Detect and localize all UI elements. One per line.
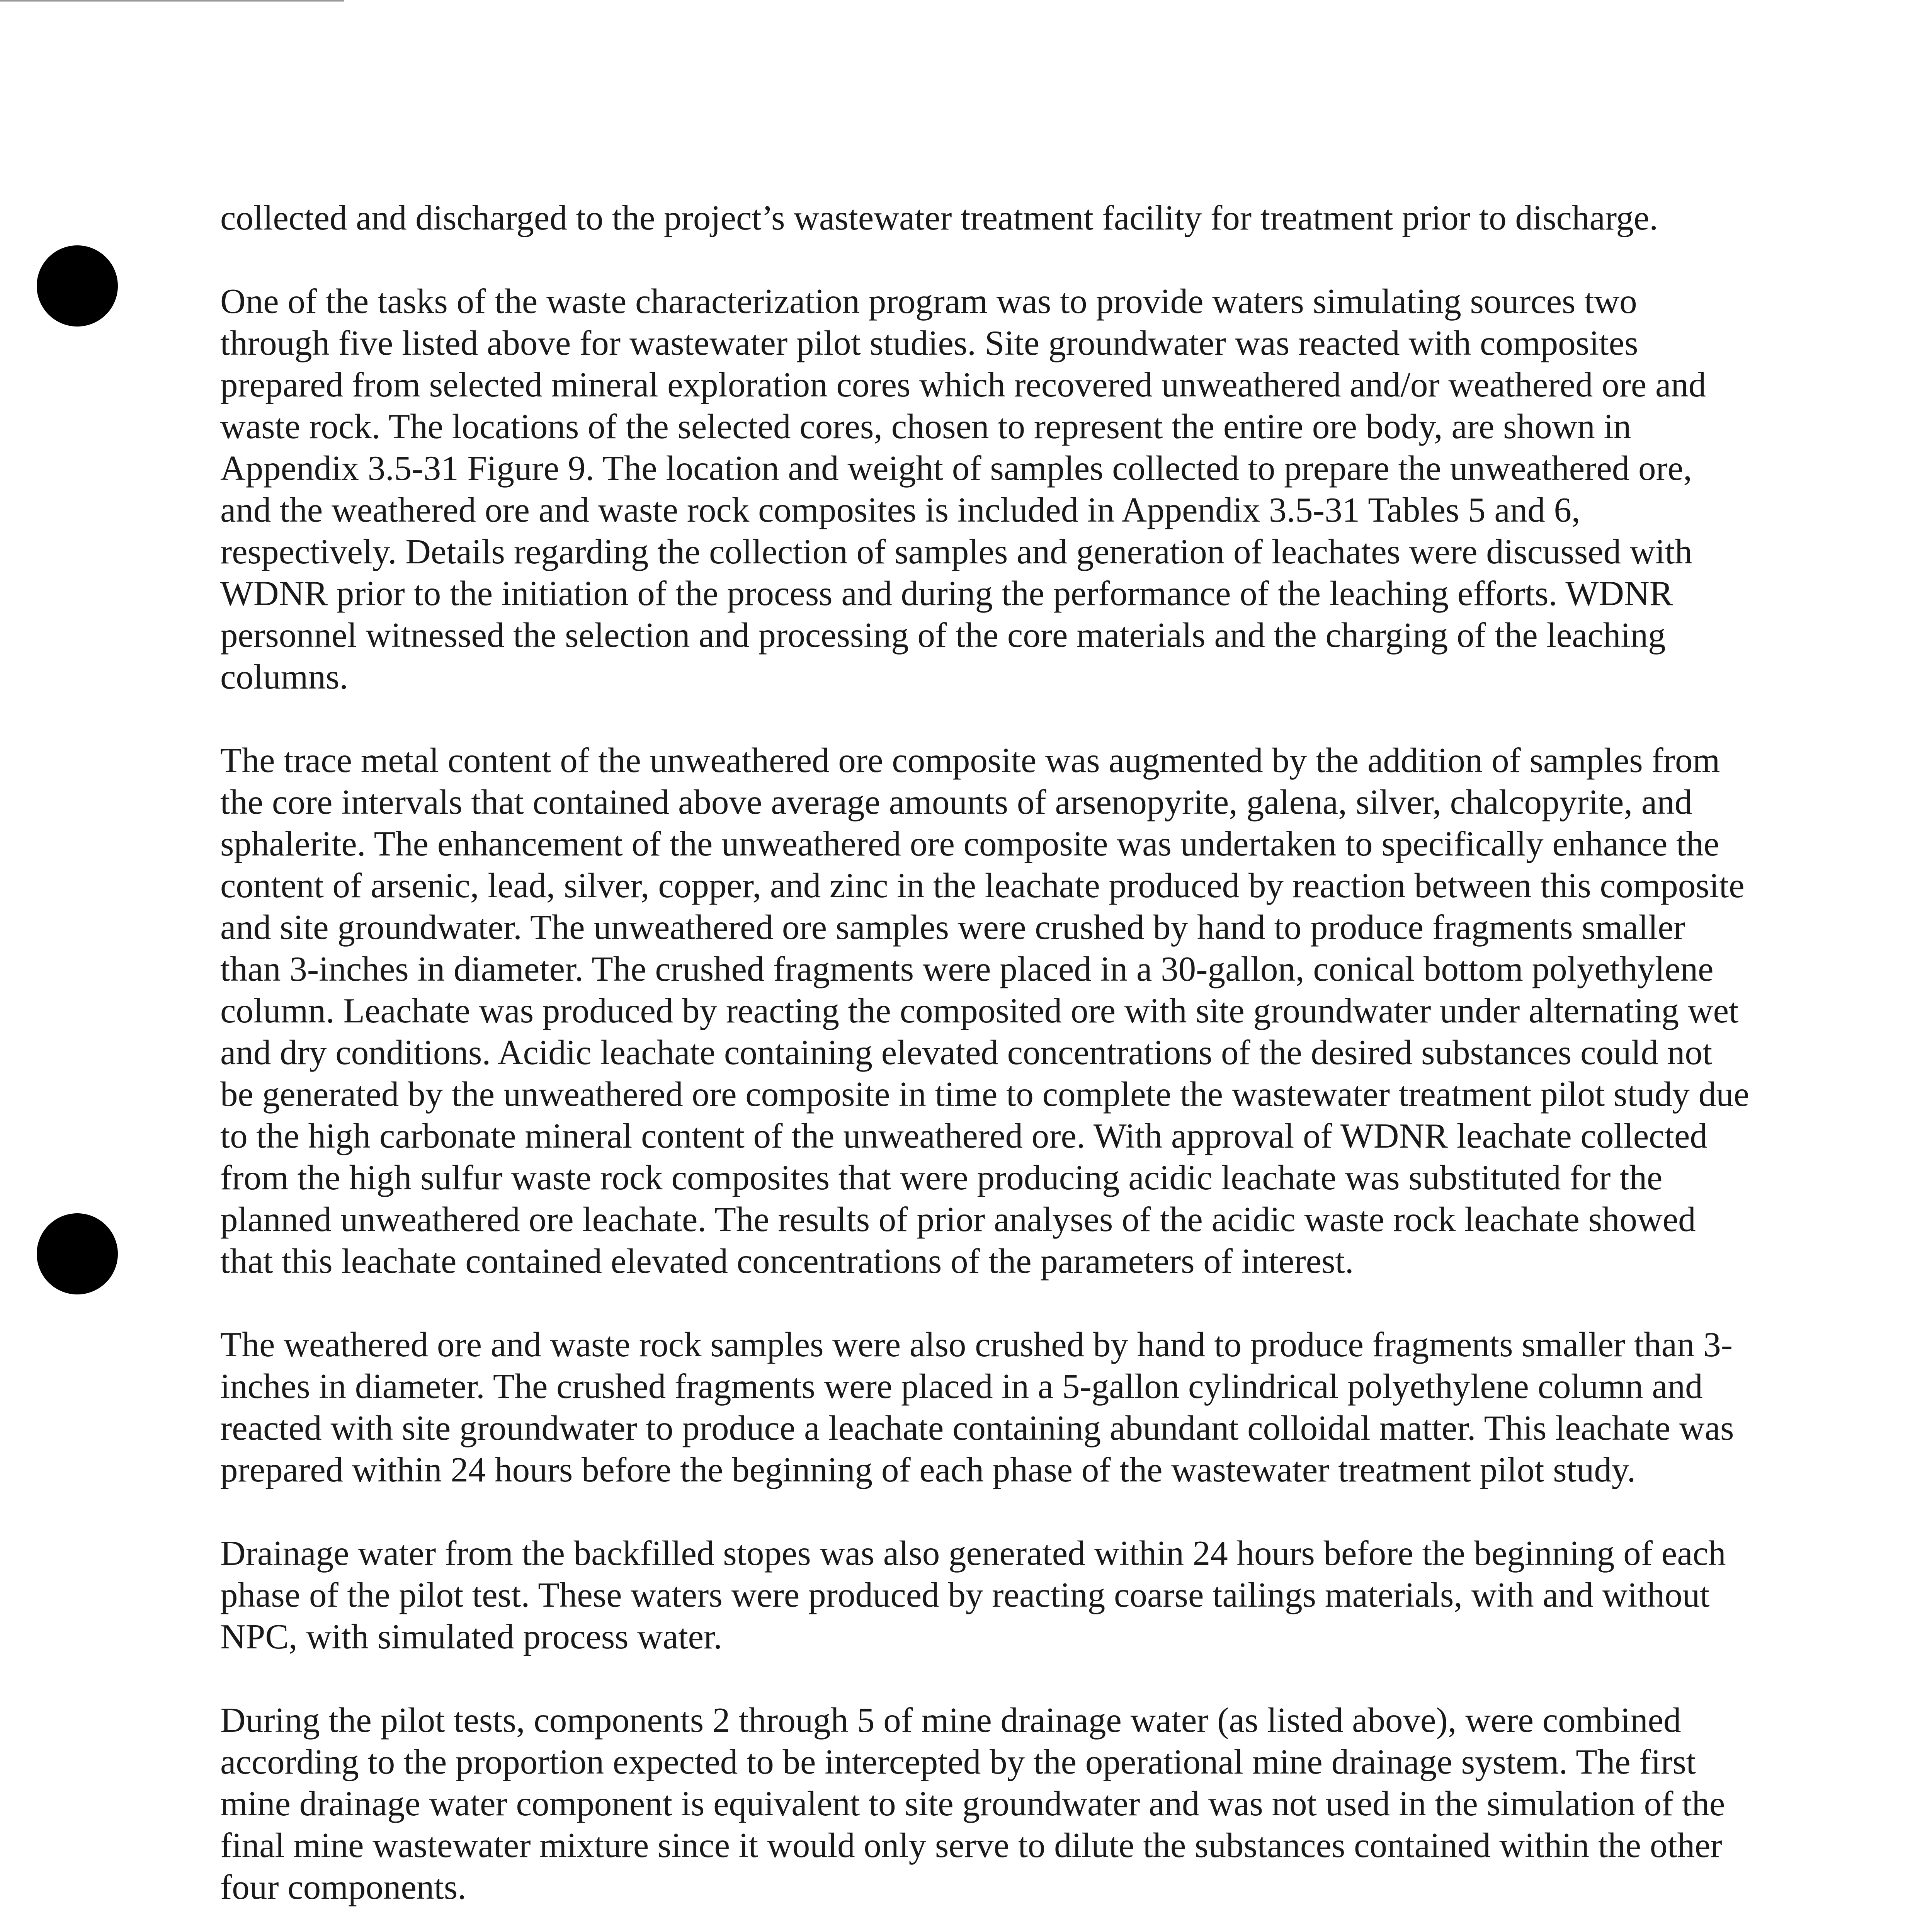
- binder-punch-hole-top: [37, 245, 118, 327]
- paragraph-pilot-tests: During the pilot tests, components 2 through 5 of mine drainage water (as listed above), were combined according to the proportion expected to be intercepted by the operational mine drainage system. The first mine drainage water component is equivalent to site groundwater and was not used in the simulation of the final mine wastewater mixture since it would only serve to dilute the substances contained within the other four components.: [220, 1701, 1725, 1906]
- paragraph-drainage-water: Drainage water from the backfilled stopes was also generated within 24 hours before the beginning of each phase of the pilot test. These waters were produced by reacting coarse tailings materials, with and without NPC, with simulated process water.: [220, 1534, 1726, 1656]
- paragraph-waste-characterization: One of the tasks of the waste characterization program was to provide waters simulating sources two through five listed above for wastewater pilot studies. Site groundwater was reacted with composites prepared from selected mineral exploration cores which recovered unweathered and/or weathered ore and waste rock. The locations of the selected cores, chosen to represent the entire ore body, are shown in Appendix 3.5-31 Figure 9. The location and weight of samples collected to prepare the unweathered ore, and the weathered ore and waste rock composites is included in Appendix 3.5-31 Tables 5 and 6, respectively. Details regarding the collection of samples and generation of leachates were discussed with WDNR prior to the initiation of the process and during the performance of the leaching efforts. WDNR personnel witnessed the selection and processing of the core materials and the charging of the leaching columns.: [220, 282, 1706, 696]
- paragraph-trace-metal-content: The trace metal content of the unweathered ore composite was augmented by the addition of samples from the core intervals that contained above average amounts of arsenopyrite, galena, silver, chalcopyrite, and sphalerite. The enhancement of the unweathered ore composite was undertaken to specifically enhance the content of arsenic, lead, silver, copper, and zinc in the leachate produced by reaction between this composite and site groundwater. The unweathered ore samples were crushed by hand to produce fragments smaller than 3-inches in diameter. The crushed fragments were placed in a 30-gallon, conical bottom polyethylene column. Leachate was produced by reacting the composited ore with site groundwater under alternating wet and dry conditions. Acidic leachate containing elevated concentrations of the desired substances could not be generated by the unweathered ore composite in time to complete the wastewater treatment pilot study due to the high carbonate mineral content of the unweathered ore. With approval of WDNR leachate collected from the high sulfur waste rock composites that were producing acidic leachate was substituted for the planned unweathered ore leachate. The results of prior analyses of the acidic waste rock leachate showed that this leachate contained elevated concentrations of the parameters of interest.: [220, 741, 1750, 1281]
- body-text: [220, 197, 1750, 1932]
- paragraph-continuation: collected and discharged to the project’s wastewater treatment facility for treatment prior to discharge.: [220, 198, 1658, 237]
- binder-punch-hole-middle: [37, 1213, 118, 1294]
- top-edge-rule: [0, 0, 344, 2]
- paragraph-weathered-ore: The weathered ore and waste rock samples were also crushed by hand to produce fragments smaller than 3-inches in diameter. The crushed fragments were placed in a 5-gallon cylindrical polyethylene column and reacted with site groundwater to produce a leachate containing abundant colloidal matter. This leachate was prepared within 24 hours before the beginning of each phase of the wastewater treatment pilot study.: [220, 1325, 1734, 1489]
